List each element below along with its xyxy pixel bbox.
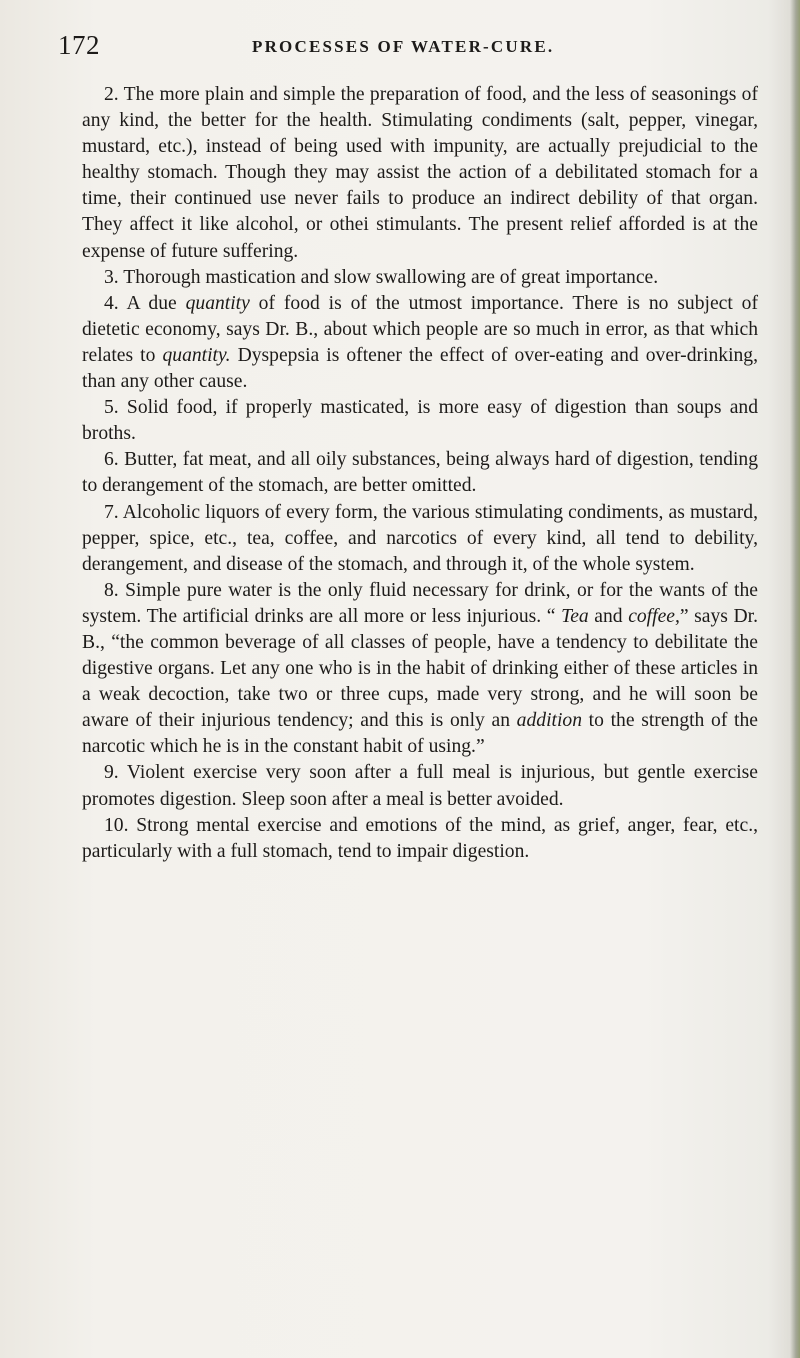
paragraph-p7 xyxy=(82,500,758,578)
text-run: and xyxy=(588,605,629,627)
italic-text: addition xyxy=(516,710,582,732)
page-edge-shadow xyxy=(790,0,800,1358)
text-run: 3. Thorough mastication and slow swallowing are of great importance. xyxy=(104,266,659,288)
text-run: Dyspepsia is oftener the effect of over-eating and over-drinking, than any other cause. xyxy=(82,344,759,393)
paragraph-p4 xyxy=(82,291,758,395)
paragraph-p3 xyxy=(82,265,758,291)
text-run: 5. Solid food, if properly masticated, is more easy of digestion than soups and broths. xyxy=(82,397,758,445)
text-run: ” says Dr. B., “the common beverage of all classes of people, have a tendency to debilitate the digestive organs. Let any one who is in the habit of drinking either of these articles in a weak decoction, take two or three cups, made very strong, and he will soon be aware of their injurious tendency; and this is only an xyxy=(82,605,759,732)
text-run: 9. Violent exercise very soon after a full meal is injurious, but gentle exercise promotes digestion. Sleep soon after a meal is better avoided. xyxy=(82,762,758,810)
paragraph-p10 xyxy=(82,813,758,865)
text-run: 4. A due xyxy=(104,292,186,314)
italic-text: coffee, xyxy=(628,605,680,627)
paragraph-p6 xyxy=(82,447,758,499)
paragraph-p2 xyxy=(82,82,758,265)
text-run: 6. Butter, fat meat, and all oily substances, being always hard of digestion, tending to derangement of the stomach, are better omitted. xyxy=(82,449,758,497)
text-run: 7. Alcoholic liquors of every form, the various stimulating condiments, as mustard, pepper, spice, etc., tea, coffee, and narcotics of every kind, all tend to debility, derangement, and disease of the stomach, and through it, of the whole system. xyxy=(82,501,758,575)
page-number: 172 xyxy=(58,30,100,60)
text-run: 2. The more plain and simple the preparation of food, and the less of seasonings of any kind, the better for the health. Stimulating condiments (salt, pepper, vinegar, mustard, etc.), instead of being used with impunity, are actually prejudicial to the healthy stomach. Though they may assist the action of a debilitated stomach for a time, their continued use never fails to produce an indirect debility of that organ. They affect it like alcohol, or othei stimulants. The present relief afforded is at the expense of future suffering. xyxy=(82,84,758,262)
text-run: to the strength of the narcotic which he is in the constant habit of using.” xyxy=(82,710,758,758)
paragraph-p5 xyxy=(82,395,758,447)
italic-text: quantity xyxy=(185,292,250,314)
text-run: 10. Strong mental exercise and emotions of the mind, as grief, anger, fear, etc., particularly with a full stomach, tend to impair digestion. xyxy=(82,814,758,862)
italic-text: Tea xyxy=(561,605,589,627)
running-head xyxy=(0,30,800,66)
paragraph-p9 xyxy=(82,760,758,812)
body-text xyxy=(82,82,758,865)
running-title: PROCESSES OF WATER-CURE. xyxy=(252,37,555,56)
text-run: 8. Simple pure water is the only fluid necessary for drink, or for the wants of the system. The artificial drinks are all more or less injurious. “ xyxy=(82,579,758,627)
text-run: of food is of the utmost importance. There is no subject of dietetic economy, says Dr. B., about which people are so much in error, as that which relates to xyxy=(82,292,759,366)
paragraph-p8 xyxy=(82,578,758,761)
italic-text: quantity. xyxy=(162,344,231,366)
